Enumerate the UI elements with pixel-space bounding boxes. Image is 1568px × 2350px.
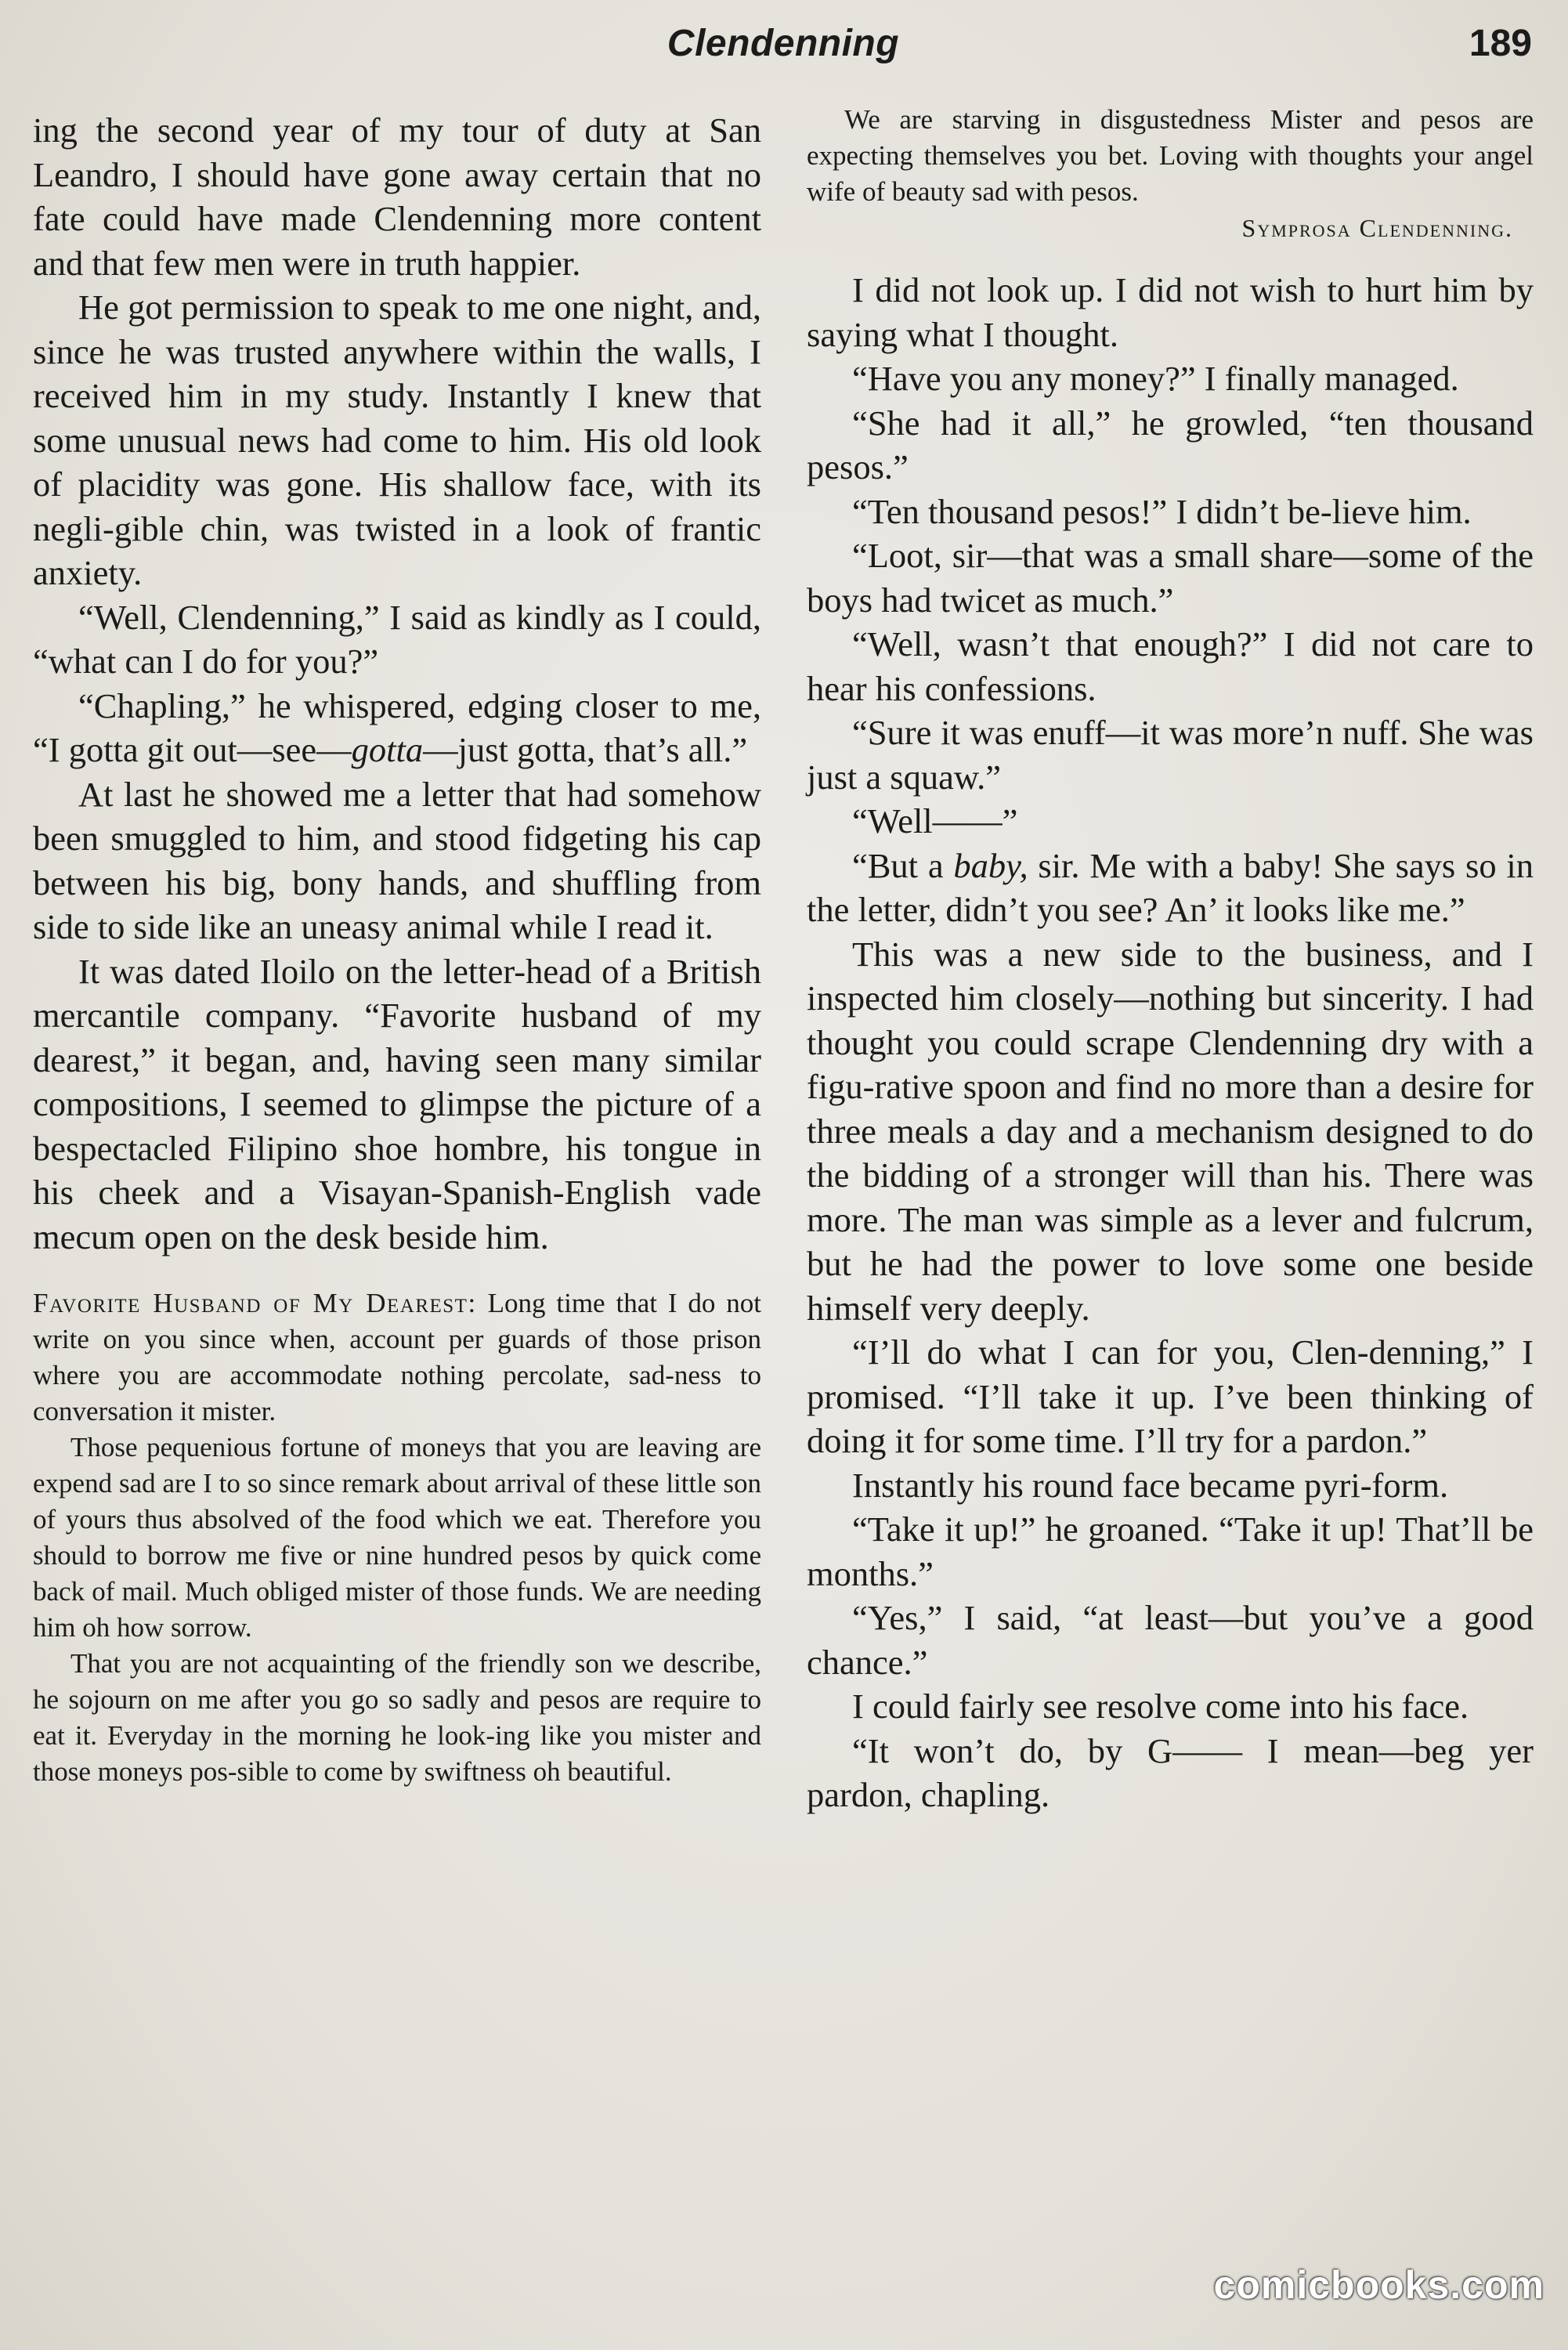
running-title: Clendenning [667, 23, 900, 64]
letter-block [33, 1285, 761, 1790]
paragraph: “Well, Clendenning,” I said as kindly as I could, “what can I do for you?” [33, 597, 761, 681]
paragraph: I did not look up. I did not wish to hurt him by saying what I thought. [807, 270, 1534, 354]
paragraph: “Chapling,” he whispered, edging closer to me, “I gotta git out—see—gotta—just gotta, that’s all.” [33, 685, 761, 769]
letter-paragraph: That you are not acquainting of the friendly son we describe, he sojourn on me after you go so sadly and pesos are require to eat it. Everyday in the morning he look-ing like you mister and those moneys pos-sible to come by swiftness oh beautiful. [33, 1648, 761, 1787]
letter-signature: Symprosa Clendenning. [1241, 214, 1513, 242]
paragraph: “Well, wasn’t that enough?” I did not care to hear his confessions. [807, 624, 1534, 708]
letter-paragraph: Favorite Husband of My Dearest: Long time that I do not write on you since when, account per guards of those prison where you are accommodate nothing percolate, sad-ness to conversation it mister. [33, 1288, 762, 1426]
paragraph: “Have you any money?” I finally managed. [852, 359, 1459, 398]
paragraph: Instantly his round face became pyri-form. [852, 1465, 1449, 1505]
paragraph: “I’ll do what I can for you, Clen-denning,” I promised. “I’ll take it up. I’ve been thinking of doing it for some time. I’ll try for a pardon.” [807, 1332, 1534, 1460]
paragraph: “It won’t do, by G—— I mean—beg yer pardon, chapling. [807, 1730, 1534, 1814]
right-column [807, 102, 1534, 1817]
paragraph: This was a new side to the business, and I inspected him closely—nothing but sincerity. I had thought you could scrape Clendenning dry with a figu-rative spoon and find no more than a desire for three meals a day and a mechanism designed to do the bidding of a stronger will than his. There was more. The man was simple as a lever and fulcrum, but he had the power to love some one beside himself very deeply. [807, 934, 1534, 1328]
paragraph: “She had it all,” he growled, “ten thousand pesos.” [807, 403, 1534, 486]
letter-continuation [807, 102, 1534, 246]
paragraph: ing the second year of my tour of duty at San Leandro, I should have gone away certain that no fate could have made Clendenning more content and that few men were in truth happier. [33, 110, 761, 283]
page-number: 189 [1469, 23, 1532, 64]
paragraph: “Take it up!” he groaned. “Take it up! That’ll be months.” [807, 1509, 1534, 1593]
letter-paragraph: Those pequenious fortune of moneys that you are leaving are expend sad are I to so since remark about arrival of these little son of yours thus absolved of the food which we eat. Therefore you should to borrow me five or nine hundred pesos by quick come back of mail. Much obliged mister of those funds. We are needing him oh how sorrow. [33, 1432, 761, 1643]
paragraph: “Yes,” I said, “at least—but you’ve a good chance.” [807, 1598, 1534, 1682]
paragraph: “But a baby, sir. Me with a baby! She says so in the letter, didn’t you see? An’ it looks like me.” [807, 845, 1534, 929]
watermark: comicbooks.com [1213, 2263, 1545, 2307]
paragraph: He got permission to speak to me one night, and, since he was trusted anywhere within the walls, I received him in my study. Instantly I knew that some unusual news had come to him. His old look of placidity was gone. His shallow face, with its negli-gible chin, was twisted in a look of frantic anxiety. [33, 287, 761, 592]
left-column [33, 108, 761, 1790]
paragraph: I could fairly see resolve come into his face. [852, 1687, 1469, 1726]
letter-salutation: Favorite Husband of My Dearest: [33, 1288, 477, 1318]
paragraph: “Well——” [852, 801, 1018, 841]
letter-paragraph: We are starving in disgustedness Mister and pesos are expecting themselves you bet. Loving with thoughts your angel wife of beauty sad with pesos. [807, 104, 1534, 207]
paragraph: “Loot, sir—that was a small share—some of the boys had twicet as much.” [807, 536, 1534, 620]
paragraph: “Sure it was enuff—it was more’n nuff. She was just a squaw.” [807, 713, 1534, 797]
paragraph: At last he showed me a letter that had somehow been smuggled to him, and stood fidgeting his cap between his big, bony hands, and shuffling from side to side like an uneasy animal while I read it. [33, 774, 761, 946]
paragraph: “Ten thousand pesos!” I didn’t be-lieve him. [852, 491, 1472, 531]
paragraph: It was dated Iloilo on the letter-head of a British mercantile company. “Favorite husband of my dearest,” it began, and, having seen many similar compositions, I seemed to glimpse the picture of a bespectacled Filipino shoe hombre, his tongue in his cheek and a Visayan-Spanish-English vade mecum open on the desk beside him. [33, 951, 761, 1256]
